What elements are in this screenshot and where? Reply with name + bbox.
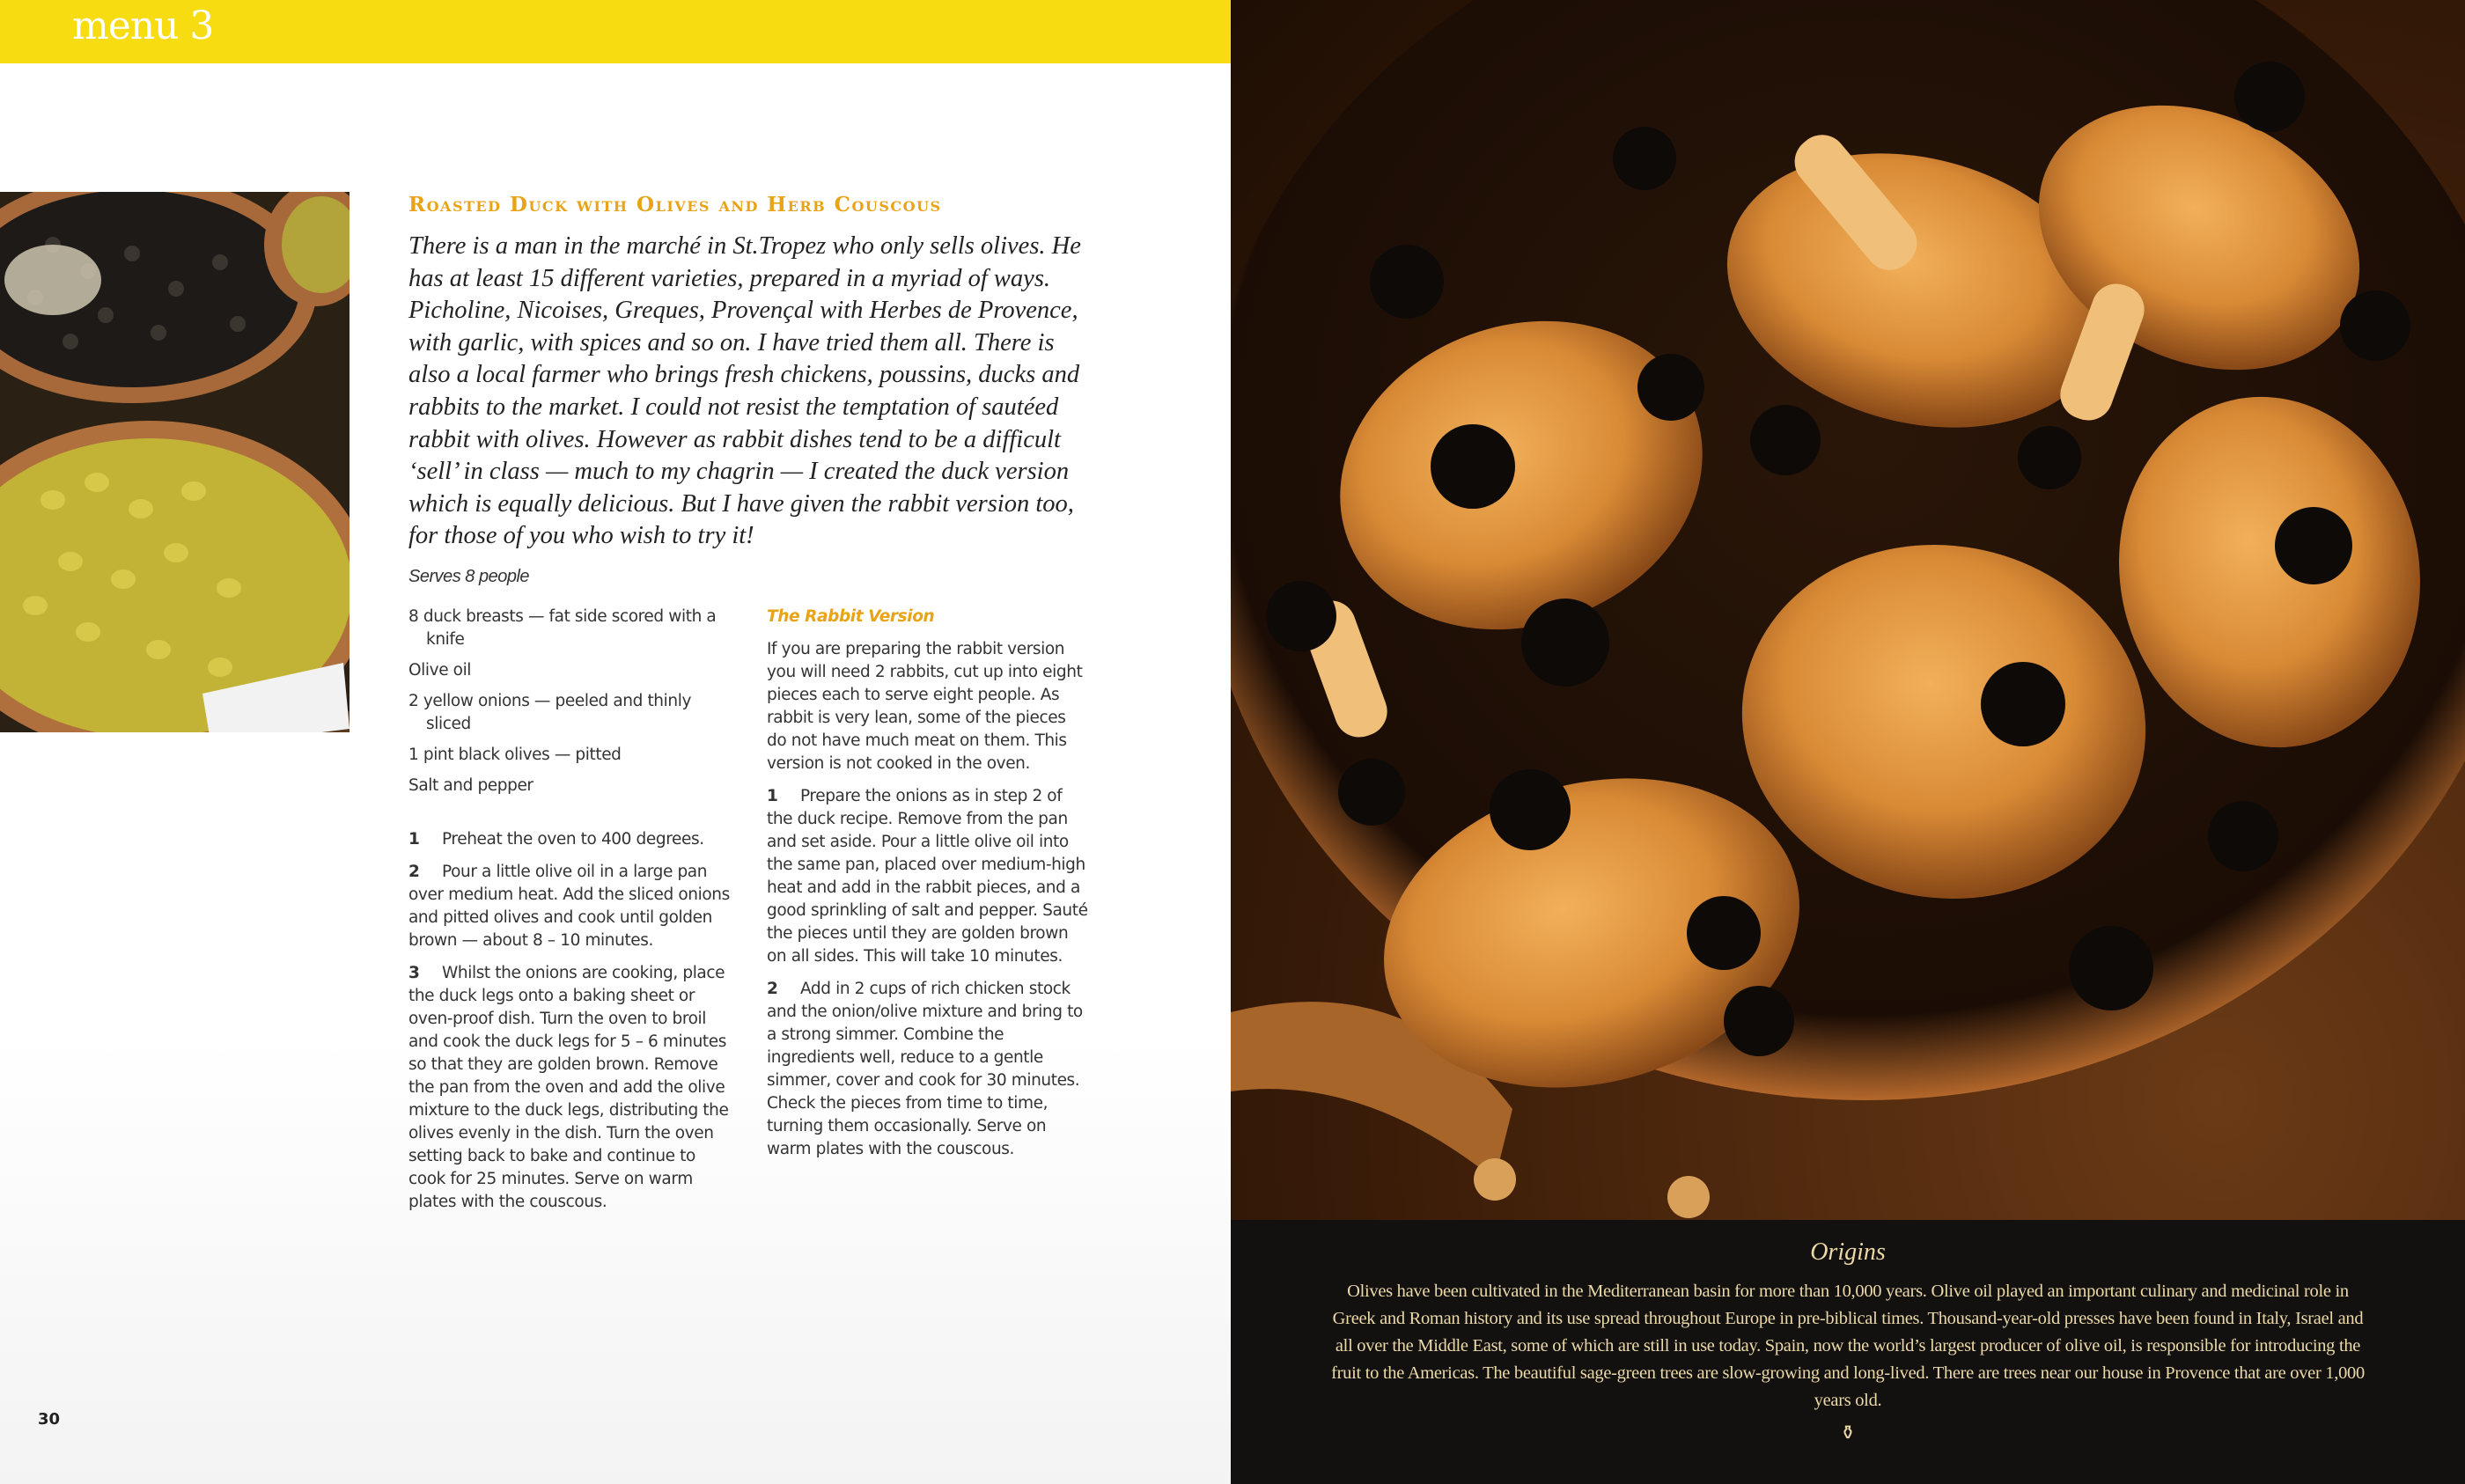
serves-count: Serves 8 people — [408, 566, 530, 586]
step-text: Add in 2 cups of rich chicken stock and the onion/olive mixture and bring to a strong simmer. Combine the ingredients well, reduce to a gentle simmer, cover and cook for 30 minutes. Check the pieces from time to time, turning them occasionally. Serve on warm plates with the couscous. — [767, 979, 1083, 1158]
ingredient-item: 2 yellow onions — peeled and thinly sliced — [408, 691, 691, 733]
step-text: Pour a little olive oil in a large pan over medium heat. Add the sliced onions and pitted olives and cook until golden brown — about 8 – 10 minutes. — [408, 862, 730, 950]
duck-recipe-column — [408, 606, 734, 1223]
step-number: 1 — [767, 786, 778, 805]
step-number: 2 — [408, 862, 420, 881]
recipe-content — [408, 192, 1095, 1223]
recipe-step — [767, 785, 1088, 968]
olive-market-photo — [0, 192, 350, 732]
roasted-duck-photo — [1231, 0, 2465, 1220]
ingredient-item: Olive oil — [408, 660, 472, 680]
step-number: 1 — [408, 829, 420, 849]
header-band — [0, 0, 1231, 63]
left-page — [0, 0, 1231, 1484]
amphora-icon: ⚱ — [1839, 1422, 1857, 1444]
recipe-title: Roasted Duck with Olives and Herb Couscous — [408, 193, 942, 217]
step-number: 3 — [408, 963, 420, 982]
recipe-step — [408, 861, 734, 952]
recipe-step — [767, 978, 1088, 1161]
rabbit-version-title: The Rabbit Version — [767, 606, 935, 626]
right-page — [1231, 0, 2465, 1484]
origins-sidebar — [1231, 1220, 2465, 1484]
origins-text: Olives have been cultivated in the Mediterranean basin for more than 10,000 years. Olive oil played an important culinary and medicinal role in Greek and Roman history and its use spread throughout Europe in pre-biblical times. Thousand-year-old presses have been found in Italy, Israel and all over the Middle East, some of which are still in use today. Spain, now the world’s largest producer of olive oil, is responsible for introducing the fruit to the Americas. The beautiful sage-green trees are slow-growing and long-lived. There are trees near our house in Provence that are over 1,000 years old. — [1331, 1282, 2365, 1410]
ingredient-item: 1 pint black olives — pitted — [408, 745, 622, 764]
rabbit-recipe-column — [767, 606, 1088, 1171]
step-text: Whilst the onions are cooking, place the duck legs onto a baking sheet or oven-proof dish. Turn the oven to broil and cook the duck legs for 5 – 6 minutes so that they are golden brown. Remove the pan from the oven and add the olive mixture to the duck legs, distributing the olives evenly in the dish. Turn the oven setting back to bake and continue to cook for 25 minutes. Serve on warm plates with the couscous. — [408, 963, 729, 1211]
step-text: Prepare the onions as in step 2 of the duck recipe. Remove from the pan and set aside. Pour a little olive oil into the same pan, placed over medium-high heat and add in the rabbit pieces, and a good sprinkling of salt and pepper. Sauté the pieces until they are golden brown on all sides. This will take 10 minutes. — [767, 786, 1088, 966]
step-text: Preheat the oven to 400 degrees. — [442, 829, 704, 849]
page-number: 30 — [38, 1410, 61, 1429]
recipe-columns — [408, 606, 1095, 1223]
origins-title: Origins — [1810, 1238, 1886, 1266]
recipe-step — [408, 828, 734, 851]
olive-bowls-image — [0, 192, 350, 732]
duck-pan-image — [1231, 0, 2465, 1220]
recipe-step — [408, 962, 734, 1214]
ingredient-item: 8 duck breasts — fat side scored with a knife — [408, 606, 717, 649]
section-title: menu 3 — [72, 4, 214, 48]
ingredient-item: Salt and pepper — [408, 775, 533, 795]
step-number: 2 — [767, 979, 778, 998]
rabbit-intro: If you are preparing the rabbit version you will need 2 rabbits, cut up into eight pieces each to serve eight people. As rabbit is very lean, some of the pieces do not have much meat on them. This version is not cooked in the oven. — [767, 639, 1083, 773]
recipe-intro: There is a man in the marché in St.Tropez who only sells olives. He has at least 15 different varieties, prepared in a myriad of ways. Picholine, Nicoises, Greques, Provençal with Herbes de Provence, with garlic, with spices and so on. I have tried them all. There is also a local farmer who brings fresh chickens, poussins, ducks and rabbits to the market. I could not resist the temptation of sautéed rabbit with olives. However as rabbit dishes tend to be a difficult ‘sell’ in class — much to my chagrin — I created the duck version which is equally delicious. But I have given the rabbit version too, for those of you who wish to try it! — [408, 232, 1081, 550]
